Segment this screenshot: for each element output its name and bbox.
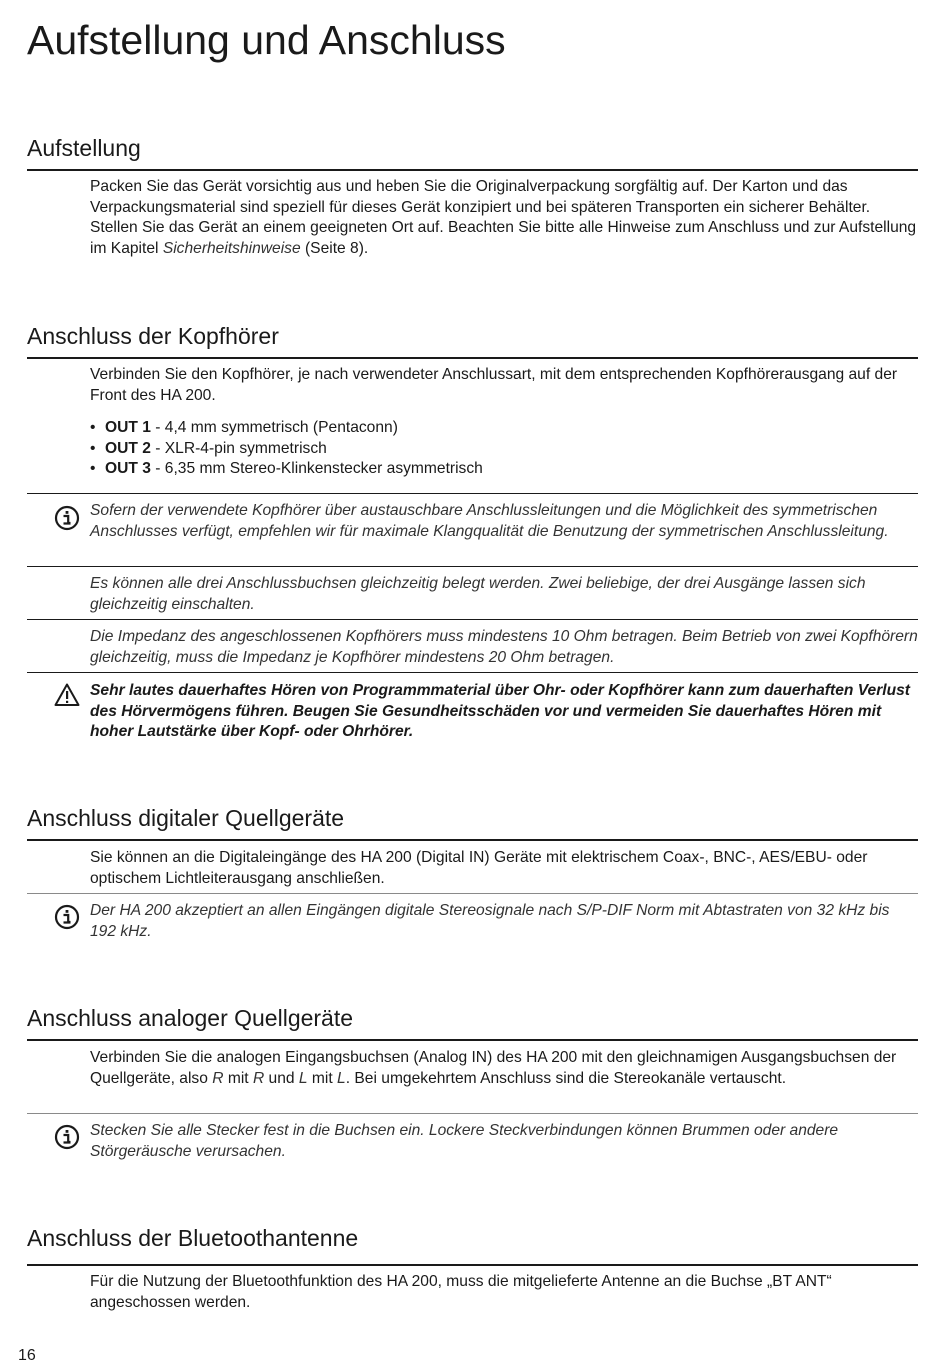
note-divider bbox=[27, 1113, 918, 1114]
section-title-analog: Anschluss analoger Quellgeräte bbox=[27, 1005, 354, 1031]
analog-text: mit bbox=[223, 1069, 253, 1087]
info-note-plugs: Stecken Sie alle Stecker fest in die Buchsen ein. Lockere Steckverbindungen können Brummen oder andere Störgeräusche verursachen. bbox=[90, 1122, 839, 1160]
section-rule bbox=[27, 169, 918, 171]
analog-text: . Bei umgekehrtem Anschluss sind die Stereokanäle vertauscht. bbox=[345, 1069, 787, 1087]
output-desc: - 6,35 mm Stereo-Klinkenstecker asymmetrisch bbox=[150, 460, 483, 477]
aufstellung-text: Packen Sie das Gerät vorsichtig aus und heben Sie die Originalverpackung sorgfältig auf. Der Karton und das Verpackungsmaterial sind speziell für dieses Gerät konzipiert und bei späteren Transporten ein sicherer Behälter. Stellen Sie das Gerät an einem geeigneten Ort auf. Beachten Sie bitte alle Hinweise zum Anschluss und zur Aufstellung im Kapitel bbox=[90, 178, 917, 257]
info-icon bbox=[54, 904, 80, 930]
note-divider bbox=[27, 672, 918, 673]
channel-r: R bbox=[212, 1069, 224, 1087]
output-label: OUT 1 bbox=[105, 419, 151, 436]
info-icon bbox=[54, 505, 80, 531]
analog-text: Verbinden Sie die analogen Eingangsbuchsen (Analog IN) des HA 200 mit den gleichnamigen Ausgangsbuchsen der Quellgeräte, also bbox=[90, 1049, 897, 1087]
channel-r: R bbox=[252, 1069, 265, 1087]
list-item bbox=[90, 439, 918, 460]
section-title-kopfhoerer: Anschluss der Kopfhörer bbox=[27, 323, 279, 349]
section-rule bbox=[27, 357, 918, 359]
note-divider bbox=[27, 619, 918, 620]
note-divider bbox=[27, 566, 918, 567]
info-note-balanced: Sofern der verwendete Kopfhörer über austauschbare Anschlussleitungen und die Möglichkeit des symmetrischen Anschlusses verfügt, empfehlen wir für maximale Klangqualität die Benutzung der symmetrischen Anschlussleitung. bbox=[90, 502, 889, 540]
page-number: 16 bbox=[18, 1347, 36, 1364]
info-note-samplerate: Der HA 200 akzeptiert an allen Eingängen digitale Stereosignale nach S/P-DIF Norm mit Abtastraten von 32 kHz bis 192 kHz. bbox=[90, 902, 890, 940]
section-rule bbox=[27, 839, 918, 841]
safety-reference: Sicherheitshinweise bbox=[162, 239, 301, 257]
output-desc: - 4,4 mm symmetrisch (Pentaconn) bbox=[150, 419, 398, 436]
section-title-digital: Anschluss digitaler Quellgeräte bbox=[27, 805, 345, 831]
section-title-bluetooth: Anschluss der Bluetoothantenne bbox=[27, 1225, 359, 1251]
channel-l: L bbox=[298, 1069, 308, 1087]
analog-text: und bbox=[264, 1069, 299, 1087]
section-title-aufstellung: Aufstellung bbox=[27, 135, 141, 161]
analog-text: mit bbox=[307, 1069, 338, 1087]
output-label: OUT 3 bbox=[105, 460, 151, 477]
list-item bbox=[90, 459, 918, 480]
channel-l: L bbox=[337, 1069, 346, 1087]
page-title: Aufstellung und Anschluss bbox=[27, 17, 506, 63]
note-divider bbox=[27, 493, 918, 494]
section-rule bbox=[27, 1264, 918, 1266]
page-reference: (Seite 8). bbox=[300, 239, 369, 257]
info-note-parallel: Es können alle drei Anschlussbuchsen gleichzeitig belegt werden. Zwei beliebige, der drei Ausgänge lassen sich gleichzeitig einschalten. bbox=[90, 575, 866, 613]
digital-paragraph: Sie können an die Digitaleingänge des HA 200 (Digital IN) Geräte mit elektrischem Coax-, BNC-, AES/EBU- oder optischem Lichtleiterausgang anschließen. bbox=[90, 849, 868, 887]
note-divider bbox=[27, 893, 918, 894]
info-note-impedance: Die Impedanz des angeschlossenen Kopfhörers muss mindestens 10 Ohm betragen. Beim Betrieb von zwei Kopfhörern gleichzeitig, muss die Impedanz je Kopfhörer mindestens 20 Ohm betragen. bbox=[90, 628, 918, 666]
aufstellung-paragraph bbox=[90, 177, 918, 259]
kopfhoerer-intro: Verbinden Sie den Kopfhörer, je nach verwendeter Anschlussart, mit dem entsprechenden Kopfhörerausgang auf der Front des HA 200. bbox=[90, 366, 898, 404]
list-item bbox=[90, 418, 918, 439]
hearing-warning: Sehr lautes dauerhaftes Hören von Programmmaterial über Ohr- oder Kopfhörer kann zum dauerhaften Verlust des Hörvermögens führen. Beugen Sie Gesundheitsschäden vor und vermeiden Sie dauerhaftes Hören mit hoher Lautstärke über Kopf- oder Ohrhörer. bbox=[90, 682, 911, 740]
analog-paragraph bbox=[90, 1048, 918, 1089]
warning-icon bbox=[54, 682, 80, 708]
output-label: OUT 2 bbox=[105, 439, 151, 457]
output-list bbox=[90, 418, 918, 480]
info-icon bbox=[54, 1124, 80, 1150]
bluetooth-paragraph: Für die Nutzung der Bluetoothfunktion des HA 200, muss die mitgelieferte Antenne an die Buchse „BT ANT“ angeschossen werden. bbox=[90, 1273, 832, 1311]
section-rule bbox=[27, 1039, 918, 1041]
output-desc: - XLR-4-pin symmetrisch bbox=[150, 439, 327, 457]
